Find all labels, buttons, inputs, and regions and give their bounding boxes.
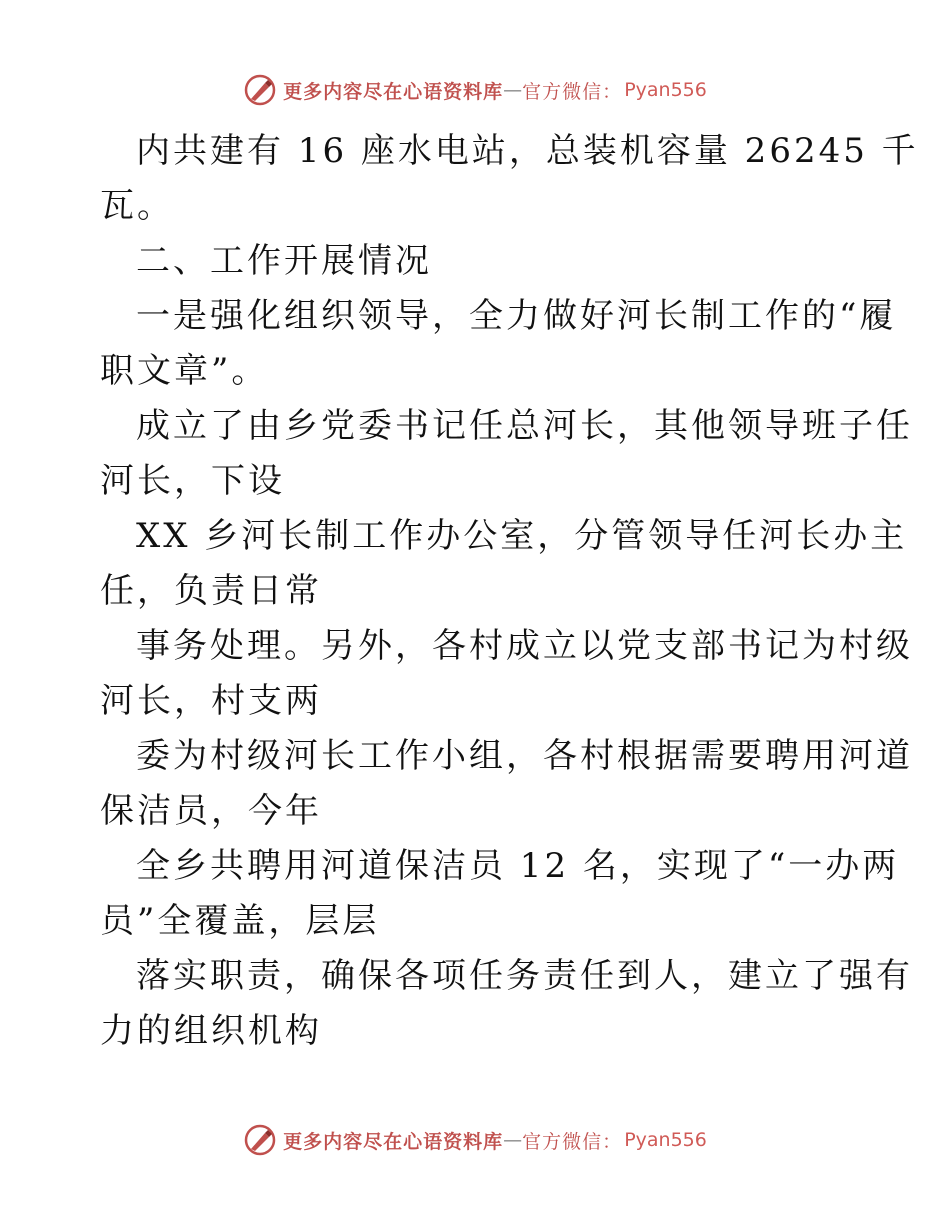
text-line: 内共建有 16 座水电站，总装机容量 26245 千: [136, 131, 919, 171]
text-line: 全乡共聘用河道保洁员 12 名，实现了“一办两: [136, 846, 900, 886]
banner-wechat-id: Pyan556: [624, 1129, 707, 1151]
text-line: 员”全覆盖，层层: [100, 901, 380, 941]
pen-logo-icon: [243, 1123, 277, 1157]
text-line: 河长，村支两: [100, 681, 322, 721]
text-line: 任，负责日常: [100, 571, 322, 611]
text-line: 成立了由乡党委书记任总河长，其他领导班子任: [136, 406, 913, 446]
text-line: 瓦。: [100, 186, 174, 226]
text-line: 保洁员，今年: [100, 791, 322, 831]
banner-wechat-id: Pyan556: [624, 79, 707, 101]
banner-main-text: 更多内容尽在心语资料库: [283, 1130, 504, 1153]
text-line: 落实职责，确保各项任务责任到人，建立了强有: [136, 956, 913, 996]
banner-separator: —: [503, 1129, 523, 1151]
pen-logo-icon: [243, 73, 277, 107]
header-banner: [0, 70, 950, 110]
text-line: XX 乡河长制工作办公室，分管领导任河长办主: [136, 516, 908, 556]
body-text: [100, 124, 919, 1059]
text-line: 力的组织机构: [100, 1011, 322, 1051]
text-line: 一是强化组织领导，全力做好河长制工作的“履: [136, 296, 897, 336]
section-heading: 二、工作开展情况: [136, 241, 432, 281]
banner-wechat-label: 官方微信：: [522, 80, 623, 103]
banner-main-text: 更多内容尽在心语资料库: [283, 80, 504, 103]
banner-wechat-label: 官方微信：: [522, 1130, 623, 1153]
text-line: 委为村级河长工作小组，各村根据需要聘用河道: [136, 736, 913, 776]
text-line: 职文章”。: [100, 351, 269, 391]
text-line: 事务处理。另外，各村成立以党支部书记为村级: [136, 626, 913, 666]
text-line: 河长，下设: [100, 461, 285, 501]
banner-separator: —: [503, 79, 523, 101]
footer-banner: [0, 1120, 950, 1160]
